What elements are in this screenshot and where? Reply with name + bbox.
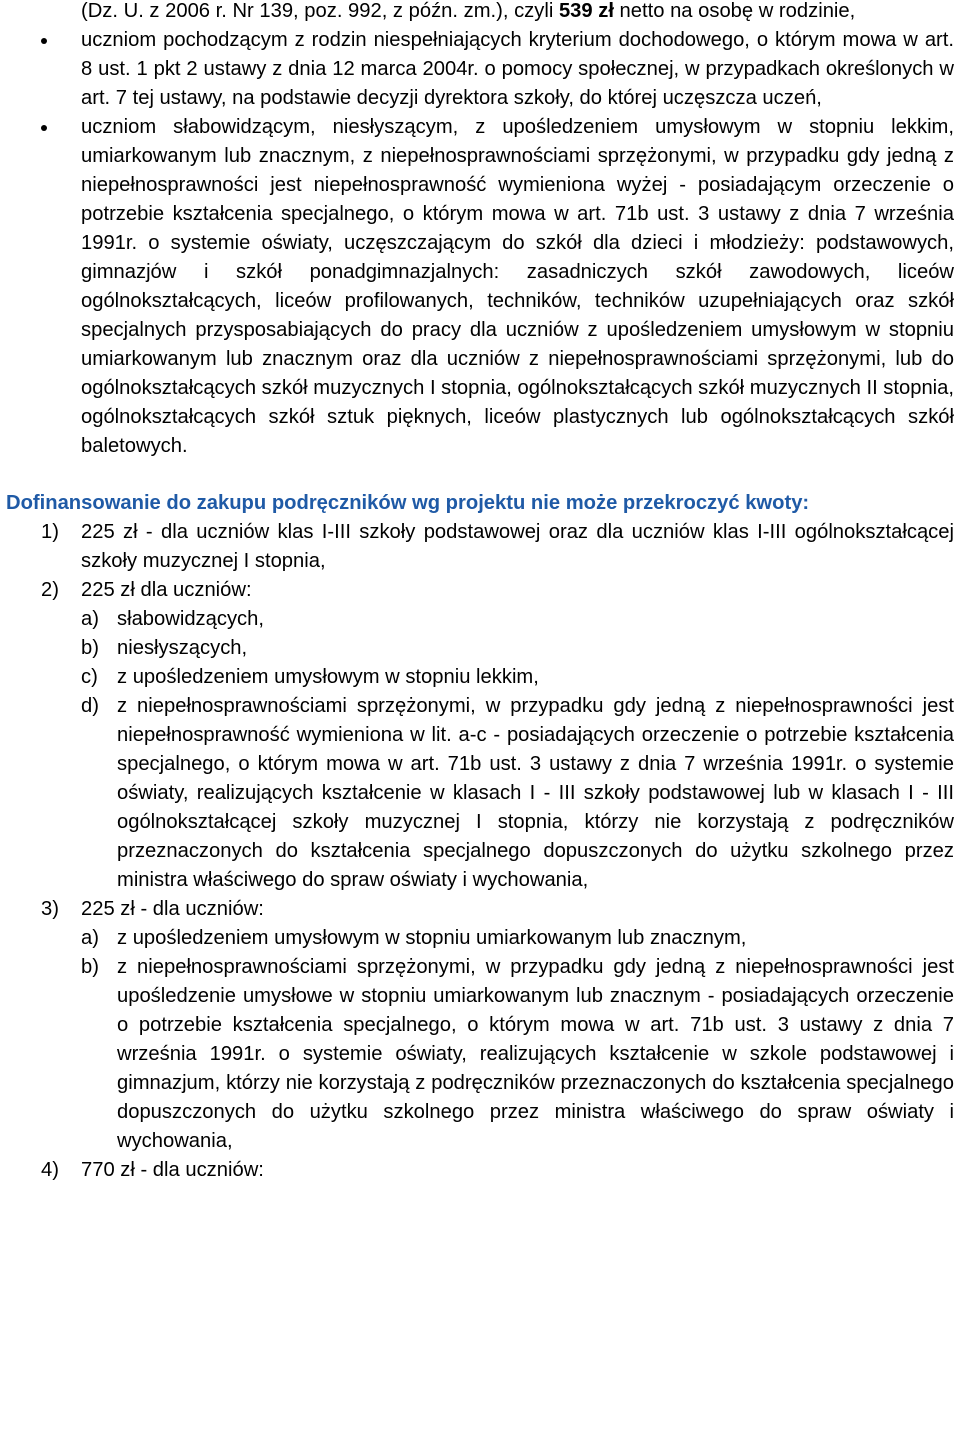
list-item-text: 770 zł - dla uczniów: (81, 1159, 264, 1181)
intro-text-end: netto na osobę w rodzinie, (613, 0, 856, 22)
bullet-text: uczniom pochodzącym z rodzin niespełniających kryterium dochodowego, o którym mowa w art. 8 ust. 1 pkt 2 ustawy z dnia 12 marca 2004r. o pomocy społecznej, w przypadkach określonych w art. 7 tej ustawy, na podstawie decyzji dyrektora szkoły, do której uczęszcza uczeń, (81, 29, 954, 109)
bullet-dot-icon (41, 38, 47, 44)
section-heading: Dofinansowanie do zakupu podręczników wg projektu nie może przekroczyć kwoty: (6, 492, 810, 514)
sub-list-text: z niepełnosprawnościami sprzężonymi, w przypadku gdy jedną z niepełnosprawności jest niepełnosprawność wymieniona w lit. a-c - posiadających orzeczenie o potrzebie kształcenia specjalnego, o którym mowa w art. 71b ust. 3 ustawy z dnia 7 września 1991r. o systemie oświaty, realizujących kształcenie w klasach I - III szkoły podstawowej lub w klasach I - III ogólnokształcącej szkoły muzycznej I stopnia, którzy nie korzystają z podręczników przeznaczonych do kształcenia specjalnego dopuszczonych do użytku szkolnego przez ministra właściwego do spraw oświaty i wychowania, (117, 695, 954, 891)
sub-list-item (0, 634, 960, 663)
bullet-item (0, 113, 960, 461)
sub-list-letter: a) (81, 927, 99, 949)
bullet-item (0, 26, 960, 113)
sub-list-text: z upośledzeniem umysłowym w stopniu lekkim, (117, 666, 539, 688)
list-number: 4) (41, 1159, 59, 1181)
list-item (0, 576, 960, 605)
sub-list-item (0, 692, 960, 895)
income-threshold-amount: 539 zł (558, 0, 614, 22)
list-item-text: 225 zł - dla uczniów: (81, 898, 264, 920)
sub-list-item (0, 924, 960, 953)
list-item (0, 518, 960, 576)
sub-list-item (0, 663, 960, 692)
list-item (0, 1156, 960, 1185)
sub-list-item (0, 605, 960, 634)
sub-list-text: z niepełnosprawnościami sprzężonymi, w przypadku gdy jedną z niepełnosprawności jest upośledzenie umysłowe w stopniu umiarkowanym lub znacznym - posiadających orzeczenie o potrzebie kształcenia specjalnego, o którym mowa w art. 71b ust. 3 ustawy z dnia 7 września 1991r. o systemie oświaty, realizujących kształcenie w szkole podstawowej i gimnazjum, którzy nie korzystają z podręczników przeznaczonych do kształcenia specjalnego dopuszczonych do użytku szkolnego przez ministra właściwego do spraw oświaty i wychowania, (117, 956, 954, 1152)
list-item-text: 225 zł dla uczniów: (81, 579, 252, 601)
sub-list-letter: a) (81, 608, 99, 630)
list-item (0, 895, 960, 924)
intro-paragraph (0, 0, 960, 26)
sub-list-text: z upośledzeniem umysłowym w stopniu umiarkowanym lub znacznym, (117, 927, 747, 949)
bullet-dot-icon (41, 125, 47, 131)
sub-list-letter: b) (81, 637, 99, 659)
sub-list-letter: c) (81, 666, 98, 688)
list-item-text: 225 zł - dla uczniów klas I-III szkoły podstawowej oraz dla uczniów klas I-III ogólnokształcącej szkoły muzycznej I stopnia, (81, 521, 954, 572)
sub-list-item (0, 953, 960, 1156)
intro-text: (Dz. U. z 2006 r. Nr 139, poz. 992, z późn. zm.), czyli (81, 0, 559, 22)
sub-list-letter: b) (81, 956, 99, 978)
sub-list-text: niesłyszących, (117, 637, 248, 659)
list-number: 2) (41, 579, 59, 601)
sub-list-text: słabowidzących, (117, 608, 264, 630)
list-number: 3) (41, 898, 59, 920)
bullet-text: uczniom słabowidzącym, niesłyszącym, z upośledzeniem umysłowym w stopniu lekkim, umiarkowanym lub znacznym, z niepełnosprawnościami sprzężonymi, w przypadku gdy jedną z niepełnosprawności jest niepełnosprawność wymieniona wyżej - posiadającym orzeczenie o potrzebie kształcenia specjalnego, o którym mowa w art. 71b ust. 3 ustawy z dnia 7 września 1991r. o systemie oświaty, uczęszczającym do szkół dla dzieci i młodzieży: podstawowych, gimnazjów i szkół ponadgimnazjalnych: zasadniczych szkół zawodowych, liceów ogólnokształcących, liceów profilowanych, techników, techników uzupełniających oraz szkół specjalnych przysposabiających do pracy dla uczniów z upośledzeniem umysłowym w stopniu umiarkowanym lub znacznym oraz dla uczniów z niepełnosprawnościami sprzężonymi, lub do ogólnokształcących szkół muzycznych I stopnia, ogólnokształcących szkół muzycznych II stopnia, ogólnokształcących szkół sztuk pięknych, liceów plastycznych lub ogólnokształcących szkół baletowych. (81, 116, 954, 457)
list-number: 1) (41, 521, 59, 543)
sub-list-letter: d) (81, 695, 99, 717)
